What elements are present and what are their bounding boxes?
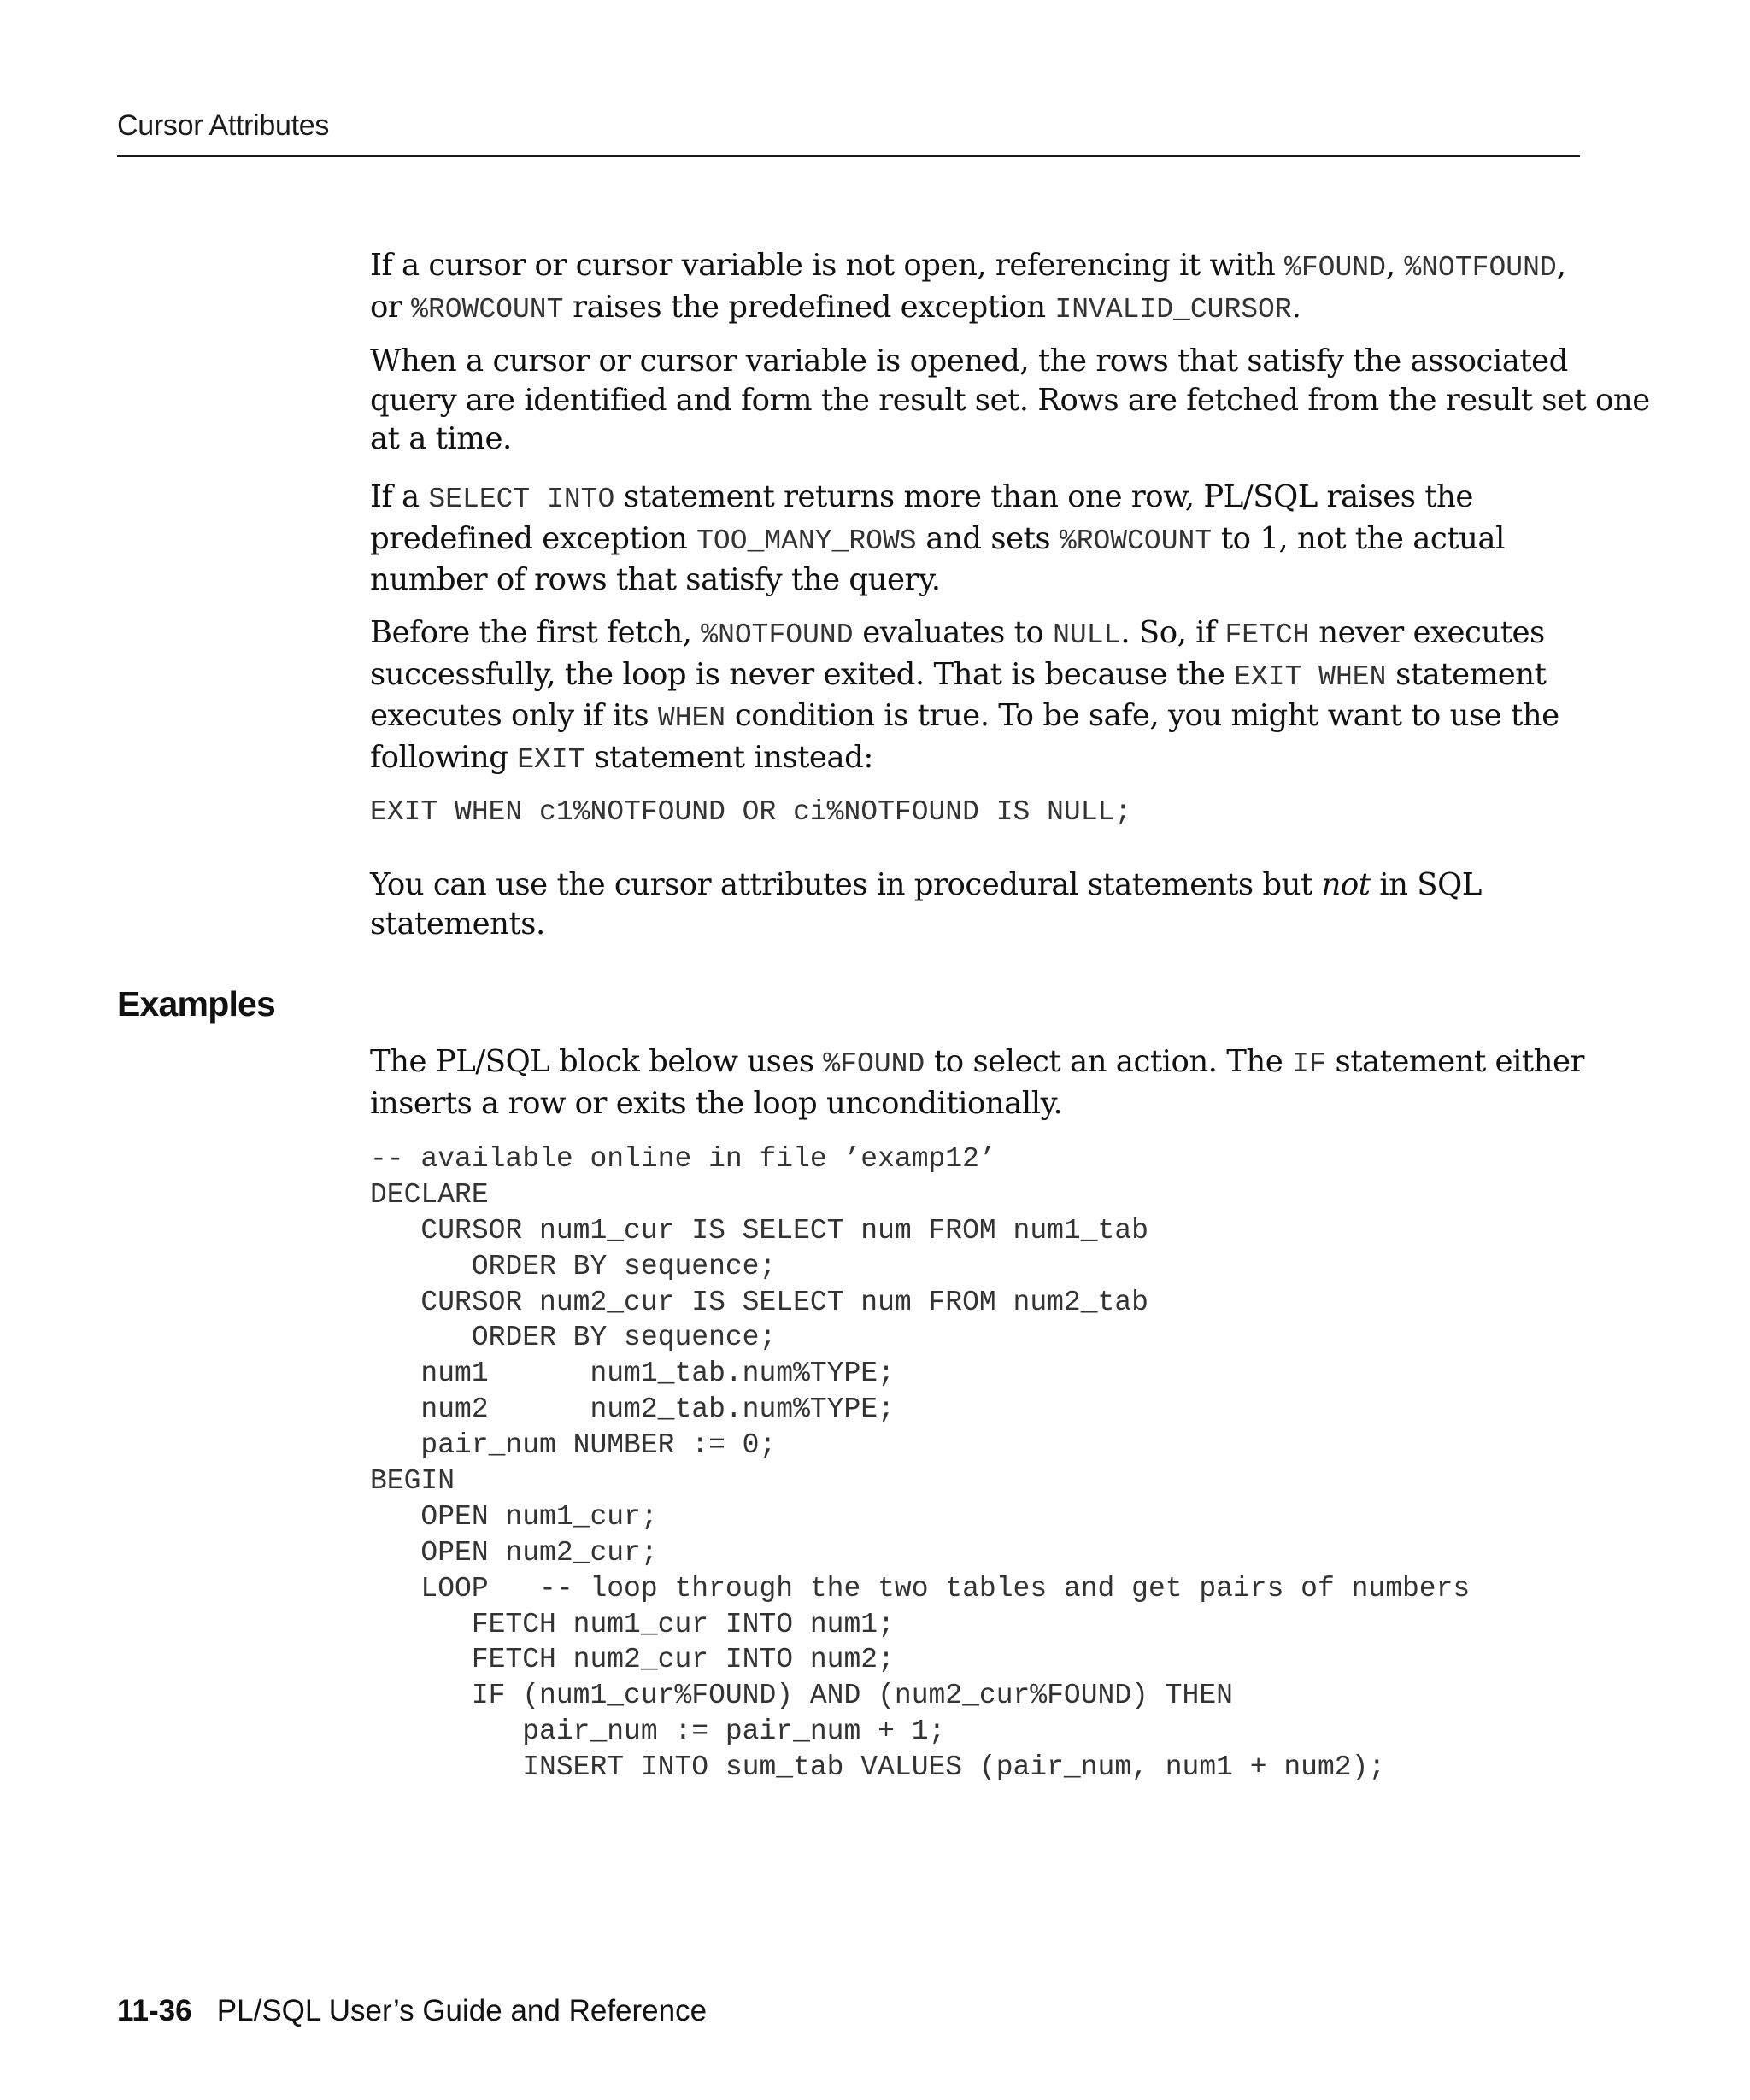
header-rule: [117, 155, 1580, 157]
paragraph-line: [370, 865, 1588, 905]
text-run: If a cursor or cursor variable is not open, referencing it with: [370, 248, 1285, 283]
code-line: num2 num2_tab.num%TYPE;: [370, 1393, 895, 1426]
text-run: You can use the cursor attributes in procedural statements but: [370, 867, 1322, 902]
inline-code: %ROWCOUNT: [1059, 525, 1213, 557]
text-run: evaluates to: [853, 615, 1054, 650]
text-run: condition is true. To be safe, you might want to use the: [725, 698, 1559, 733]
inline-code: EXIT: [517, 743, 585, 776]
inline-code: %NOTFOUND: [1404, 252, 1557, 284]
text-run: or: [370, 289, 412, 325]
text-run: . So, if: [1120, 615, 1225, 650]
section-heading-examples: Examples: [117, 984, 276, 1024]
text-run: .: [1291, 289, 1301, 325]
paragraph-line: [370, 613, 1588, 655]
paragraph-line: [370, 288, 1588, 330]
book-title: PL/SQL User’s Guide and Reference: [216, 1994, 708, 2027]
inline-code: INVALID_CURSOR: [1054, 293, 1292, 326]
code-line: ORDER BY sequence;: [370, 1250, 777, 1282]
inline-code: %NOTFOUND: [701, 619, 854, 651]
paragraph-examples-intro: [370, 1042, 1588, 1123]
text-run: Before the first fetch,: [370, 615, 702, 650]
code-line: FETCH num1_cur INTO num1;: [370, 1608, 895, 1640]
text-run: statement returns more than one row, PL/SQL raises the: [614, 479, 1473, 514]
text-run: statement either: [1325, 1044, 1584, 1079]
emphasis: not: [1321, 867, 1371, 902]
code-line: FETCH num2_cur INTO num2;: [370, 1644, 895, 1676]
text-run: successfully, the loop is never exited. That is because the: [370, 656, 1235, 692]
code-line: -- available online in file ’examp12’: [370, 1143, 996, 1175]
paragraph-line: inserts a row or exits the loop unconditionally.: [370, 1085, 1063, 1121]
paragraph-result-set: [370, 342, 1650, 459]
text-run: If a: [370, 479, 429, 514]
code-line: ORDER BY sequence;: [370, 1322, 777, 1354]
inline-code: SELECT INTO: [428, 484, 615, 515]
code-line: num1 num1_tab.num%TYPE;: [370, 1358, 895, 1390]
inline-code: FETCH: [1224, 619, 1310, 651]
page-footer: [117, 1994, 707, 2028]
code-line: CURSOR num2_cur IS SELECT num FROM num2_tab: [370, 1286, 1148, 1318]
inline-code: NULL: [1053, 619, 1121, 651]
code-line: DECLARE: [370, 1178, 489, 1211]
code-line: INSERT INTO sum_tab VALUES (pair_num, num1 + num2);: [370, 1751, 1386, 1784]
inline-code: %FOUND: [823, 1048, 925, 1080]
code-line: pair_num NUMBER := 0;: [370, 1429, 777, 1462]
paragraph-invalid-cursor: [370, 246, 1588, 329]
footer-spacer: [192, 1994, 217, 2027]
paragraph-line: query are identified and form the result set. Rows are fetched from the result set one: [370, 382, 1650, 418]
text-run: to select an action. The: [925, 1044, 1293, 1079]
text-run: raises the predefined exception: [563, 289, 1055, 325]
inline-code: %ROWCOUNT: [411, 293, 564, 326]
paragraph-line: [370, 246, 1588, 288]
text-run: to 1, not the actual: [1212, 520, 1505, 556]
inline-code: %FOUND: [1284, 252, 1386, 284]
code-line: BEGIN: [370, 1465, 455, 1498]
paragraph-line: at a time.: [370, 421, 512, 456]
running-header: Cursor Attributes: [117, 109, 330, 142]
text-run: ,: [1556, 248, 1566, 283]
text-run: following: [370, 739, 518, 775]
page-number: 11-36: [117, 1994, 192, 2027]
inline-code: IF: [1292, 1048, 1326, 1080]
paragraph-line: [370, 738, 1588, 780]
code-line: CURSOR num1_cur IS SELECT num FROM num1_tab: [370, 1214, 1148, 1247]
text-run: never executes: [1309, 615, 1545, 650]
paragraph-first-fetch: [370, 613, 1588, 779]
code-line: OPEN num1_cur;: [370, 1500, 658, 1533]
text-run: The PL/SQL block below uses: [370, 1044, 824, 1079]
text-run: statement instead:: [584, 739, 873, 775]
exit-statement-code: EXIT WHEN c1%NOTFOUND OR ci%NOTFOUND IS NULL;: [370, 796, 1132, 828]
paragraph-line: statements.: [370, 906, 545, 941]
inline-code: TOO_MANY_ROWS: [696, 525, 917, 557]
code-line: IF (num1_cur%FOUND) AND (num2_cur%FOUND) THEN: [370, 1680, 1233, 1712]
text-run: in SQL: [1370, 867, 1482, 902]
paragraph-line: [370, 478, 1588, 519]
code-line: pair_num := pair_num + 1;: [370, 1716, 946, 1748]
inline-code: WHEN: [657, 702, 726, 734]
example-code-block: [370, 1141, 1470, 1786]
paragraph-procedural-statements: [370, 865, 1588, 943]
paragraph-line: [370, 696, 1588, 738]
paragraph-too-many-rows: [370, 478, 1588, 600]
text-run: predefined exception: [370, 520, 697, 556]
paragraph-line: [370, 1042, 1588, 1084]
text-run: and sets: [916, 520, 1060, 556]
paragraph-line: [370, 655, 1588, 697]
text-run: executes only if its: [370, 698, 658, 733]
paragraph-line: When a cursor or cursor variable is opened, the rows that satisfy the associated: [370, 343, 1568, 378]
text-run: statement: [1386, 656, 1547, 692]
paragraph-line: [370, 519, 1588, 561]
inline-code: EXIT WHEN: [1234, 660, 1387, 693]
paragraph-line: number of rows that satisfy the query.: [370, 562, 941, 597]
code-line: LOOP -- loop through the two tables and get pairs of numbers: [370, 1572, 1471, 1604]
text-run: ,: [1385, 248, 1405, 283]
code-line: OPEN num2_cur;: [370, 1536, 658, 1569]
